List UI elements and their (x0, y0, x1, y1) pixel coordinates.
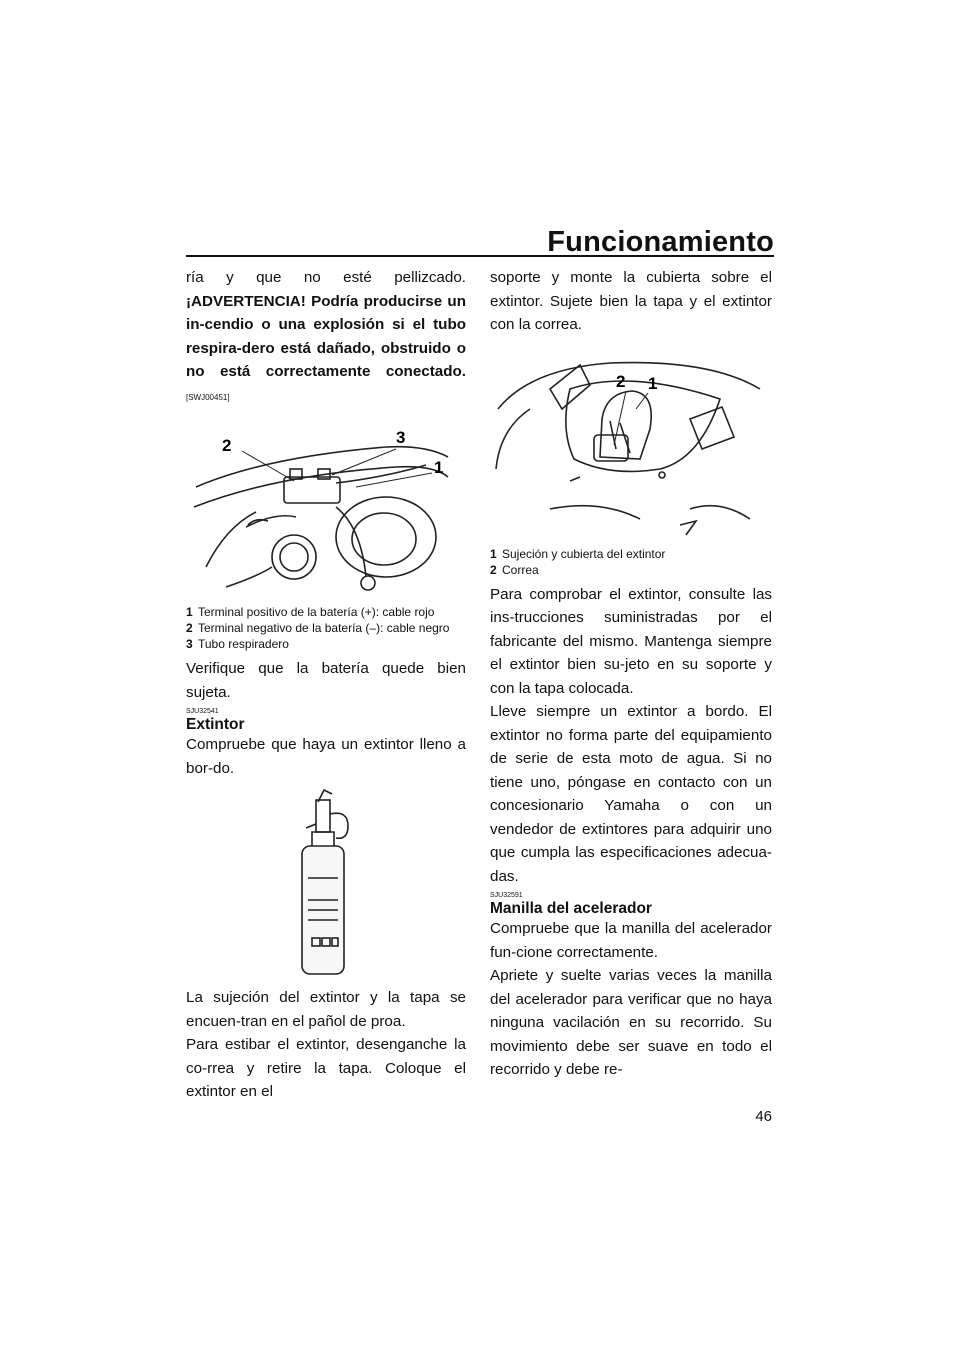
paragraph: Para comprobar el extintor, consulte las ins-trucciones suministradas por el fabricante del mismo. Mantenga siempre el extintor bien su-jeto en su soporte y con la tapa colocada. (490, 585, 772, 697)
intro-text: ría y que no esté pellizcado. (186, 269, 466, 286)
section-code: SJU32591 (490, 892, 523, 899)
battery-callout-2: 2 (222, 436, 232, 455)
caption-item: 2 Correa (490, 562, 539, 577)
header-rule (186, 255, 774, 257)
extinguisher-figure (186, 788, 466, 980)
paragraph: Lleve siempre un extintor a bordo. El extintor no forma parte del equipamiento de serie de esta moto de agua. Si no tiene uno, póngase en contacto con un concesionario Yamaha o con un vendedor de extintores para adquirir uno que cumpla las especificaciones adecua-das. (490, 703, 772, 885)
battery-callout-3: 3 (396, 428, 406, 447)
storage-callout-1: 1 (648, 373, 658, 393)
warning-block (186, 290, 466, 410)
storage-figure (490, 349, 772, 545)
caption-item: 1 Terminal positivo de la batería (+): cable rojo (186, 605, 435, 619)
right-column (490, 266, 772, 1082)
battery-caption (186, 605, 466, 651)
paragraph: La sujeción del extintor y la tapa se encuen-tran en el pañol de proa. (186, 989, 466, 1030)
paragraph: Para estibar el extintor, desenganche la co-rrea y retire la tapa. Coloque el extintor en el (186, 1036, 466, 1100)
battery-callout-1: 1 (434, 458, 444, 477)
battery-illustration (186, 417, 466, 603)
paragraph: Compruebe que la manilla del acelerador fun-cione correctamente. (490, 920, 772, 961)
caption-item: 1 Sujeción y cubierta del extintor (490, 546, 666, 561)
warning-code: [SWJ00451] (186, 392, 230, 402)
page-title: Funcionamiento (547, 226, 774, 258)
warning-text: ¡ADVERTENCIA! Podría producirse un in-cendio o una explosión si el tubo respira-dero está dañado, obstruido o no está correctamente conectado. (186, 292, 466, 380)
left-column (186, 266, 466, 1104)
caption-item: 2 Terminal negativo de la batería (–): cable negro (186, 621, 450, 635)
battery-figure (186, 417, 466, 603)
intro-text: soporte y monte la cubierta sobre el extintor. Sujete bien la tapa y el extintor con la correa. (490, 269, 772, 333)
caption-item: 3 Tubo respiradero (186, 637, 289, 651)
paragraph: Apriete y suelte varias veces la manilla del acelerador para verificar que no haya ninguna vacilación en su recorrido. Su movimiento debe ser suave en todo el recorrido y debe re- (490, 967, 772, 1078)
fire-extinguisher-illustration (186, 788, 466, 980)
section-title-extintor: Extintor (186, 716, 245, 733)
battery-check-text: Verifique que la batería quede bien sujeta. (186, 660, 466, 701)
section-code: SJU32541 (186, 708, 219, 715)
extintor-text: Compruebe que haya un extintor lleno a bor-do. (186, 736, 466, 777)
extinguisher-storage-illustration (490, 349, 772, 545)
section-title-throttle: Manilla del acelerador (490, 900, 652, 917)
storage-callout-2: 2 (616, 371, 626, 391)
storage-caption (490, 547, 772, 577)
page-number: 46 (755, 1108, 772, 1125)
